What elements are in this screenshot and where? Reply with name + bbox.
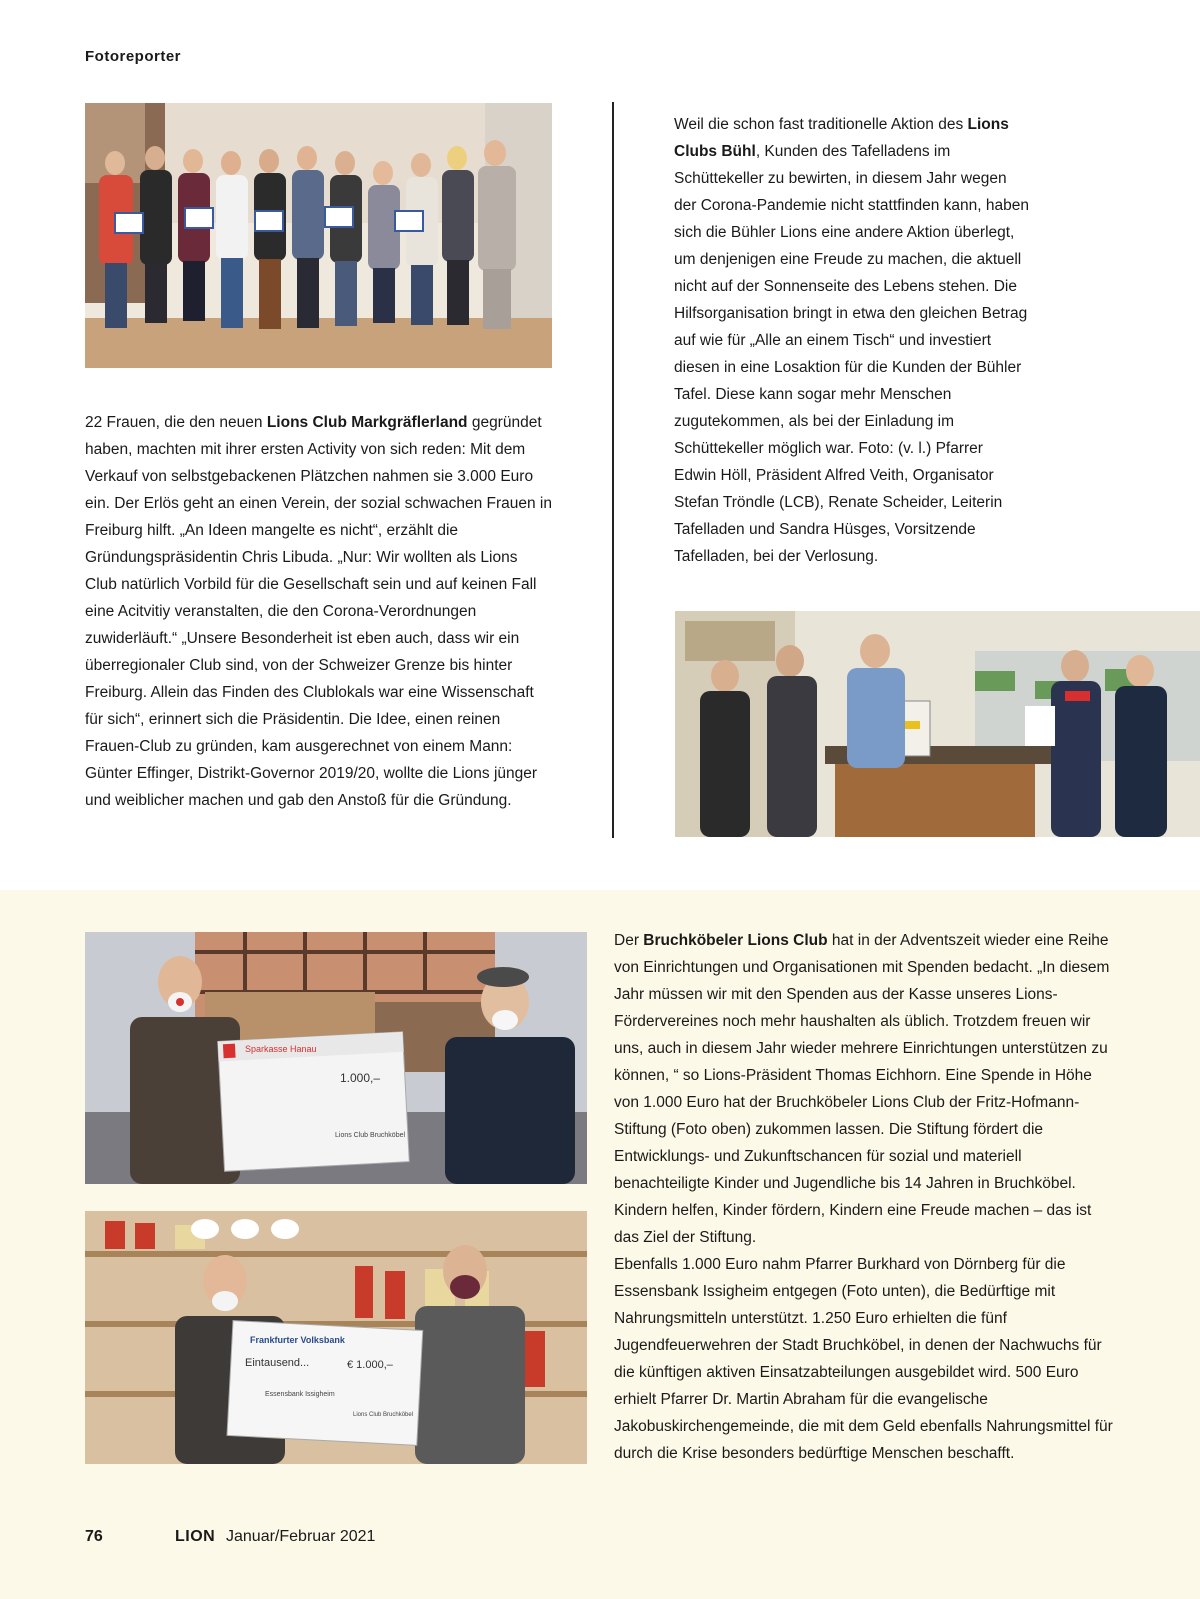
club-name: Lions Clubs Bühl [674, 116, 1009, 160]
story-body: , Kunden des Tafelladens im Schüttekeller zu bewirten, in diesem Jahr wegen der Corona-Pandemie nicht stattfinden kann, haben sich die Bühler Lions eine andere Aktion überlegt, um denjenigen eine Freude zu machen, die aktuell nicht auf der Sonnenseite des Lebens stehen. Die Hilfsorganisation bringt in etwa den gleichen Betrag auf wie für „Alle an einem Tisch“ und investiert diesen in eine Losaktion für die Kunden der Bühler Tafel. Diese kann sogar mehr Menschen zugutekommen, als bei der Einladung im Schüttekeller möglich war. Foto: (v. l.) Pfarrer Edwin Höll, Präsident Alfred Veith, Organisator Stefan Tröndle (LCB), Renate Scheider, Leiterin Tafelladen und Sandra Hüsges, Vorsitzende Tafelladen, bei der Verlosung. [674, 143, 1030, 565]
issue-date: Januar/Februar 2021 [226, 1528, 376, 1545]
section-label: Fotoreporter [85, 48, 181, 65]
story-body: gegründet haben, machten mit ihrer ersten Activity von sich reden: Mit dem Verkauf von selbstgebackenen Plätzchen nahmen sie 3.000 Euro ein. Der Erlös geht an einen Verein, der sozial schwachen Frauen in Freiburg hilft. „An Ideen mangelte es nicht“, erzählt die Gründungspräsidentin Chris Libuda. „Nur: Wir wollten als Lions Club natürlich Vorbild für die Gesellschaft sein und auf keinen Fall eine Acitvitiy veranstalten, die den Corona-Verordnungen zuwiderläuft.“ „Unsere Besonderheit ist eben auch, dass wir ein überregionaler Club sind, von der Schweizer Grenze bis hinter Freiburg. Allein das Finden des Clublokals war eine Wissenschaft für sich“, erinnert sich die Präsidentin. Die Idee, einen reinen Frauen-Club zu gründen, kam ausgerechnet von einem Mann: Günter Effinger, Distrikt-Governor 2019/20, wollte die Lions jünger und weiblicher machen und gab den Anstoß für die Gründung. [85, 414, 552, 809]
cheque-bank-name: Frankfurter Volksbank [250, 1335, 345, 1345]
cheque-amount: € 1.000,– [347, 1359, 393, 1371]
club-name: Lions Club Markgräflerland [266, 414, 468, 431]
magazine-name: LION [175, 1528, 216, 1545]
cheque-signer: Lions Club Bruchköbel [353, 1412, 414, 1418]
club-name: Bruchköbeler Lions Club [643, 932, 828, 949]
cheque-amount: 1.000,– [340, 1071, 381, 1085]
cheque-recipient: Essensbank Issigheim [265, 1391, 335, 1398]
column-divider [612, 102, 614, 838]
story-paragraph-2: Ebenfalls 1.000 Euro nahm Pfarrer Burkhard von Dörnberg für die Essensbank Issigheim entgegen (Foto unten), die Bedürftige mit Nahrungsmitteln unterstützt. 1.250 Euro erhielten die fünf Jugendfeuerwehren der Stadt Bruchköbel, in denen der Nachwuchs für die künftigen aktiven Einsatzabteilungen ausgebildet wird. 500 Euro erhielt Pfarrer Dr. Martin Abraham für die evangelische Jakobuskirchengemeinde, die mit dem Geld ebenfalls Nahrungsmittel für durch die Krise besonders bedürftige Menschen beschafft. [614, 1256, 1113, 1462]
story-lead: Der [614, 932, 644, 949]
photo-women-group [85, 103, 552, 368]
story-lead: 22 Frauen, die den neuen [85, 414, 267, 431]
cheque-amount-words: Eintausend... [245, 1357, 310, 1369]
photo-tafelladen [675, 611, 1200, 837]
photo-cheque-stiftung [85, 932, 587, 1184]
page-number: 76 [85, 1528, 103, 1545]
photo-cheque-essensbank [85, 1211, 587, 1464]
story-body: hat in der Adventszeit wieder eine Reihe von Einrichtungen und Organisationen mit Spenden bedacht. „In diesem Jahr müssen wir mit den Spenden aus der Kasse unseres Lions-Fördervereines noch mehr haushalten als üblich. Trotzdem freuen wir uns, auch in diesem Jahr wieder mehrere Einrichtungen unterstützen zu können, “ so Lions-Präsident Thomas Eichhorn. Eine Spende in Höhe von 1.000 Euro hat der Bruchköbeler Lions Club der Fritz-Hofmann-Stiftung (Foto oben) zukommen lassen. Die Stiftung fördert die Entwicklungs- und Zukunftschancen für sozial und materiell benachteiligte Kinder und Jugendliche bis 14 Jahren in Bruchköbel. Kindern helfen, Kinder fördern, Kindern eine Freude machen – das ist das Ziel der Stiftung. [614, 932, 1110, 1246]
story-paragraph-1 [614, 927, 1118, 1251]
story-bruchkoebel [614, 927, 1118, 1467]
cheque-recipient: Lions Club Bruchköbel [335, 1132, 406, 1139]
story-markgraeflerland [85, 409, 553, 814]
cheque-bank-name: Sparkasse Hanau [245, 1044, 317, 1054]
story-lead: Weil die schon fast traditionelle Aktion des [674, 116, 968, 133]
story-buehl [674, 111, 1029, 570]
